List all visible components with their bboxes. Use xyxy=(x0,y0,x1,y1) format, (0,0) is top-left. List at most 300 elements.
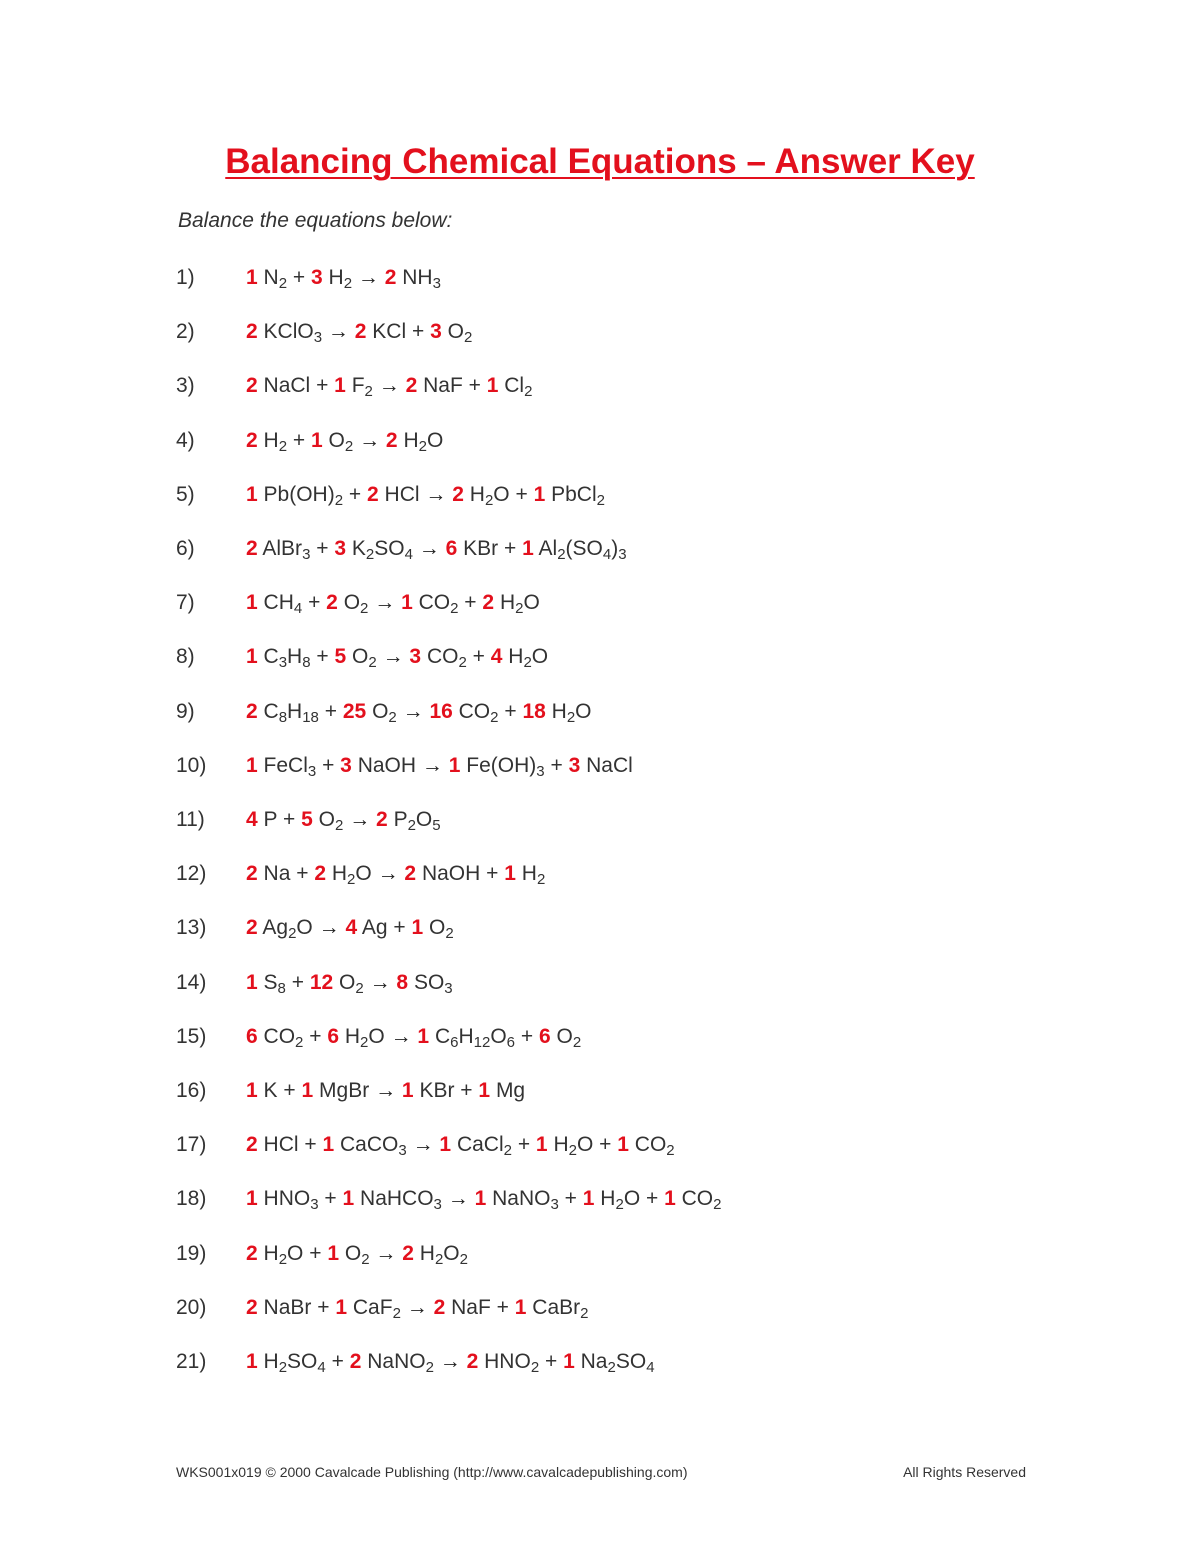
subscript: 3 xyxy=(618,546,627,563)
subscript: 2 xyxy=(713,1196,722,1214)
plus-sign: + xyxy=(515,482,528,506)
coefficient: 2 xyxy=(246,428,258,452)
formula-text: CaBr xyxy=(532,1295,581,1319)
species xyxy=(246,320,323,347)
formula-text: CaF xyxy=(352,1295,393,1319)
plus-sign: + xyxy=(348,482,362,506)
arrow-icon: → xyxy=(418,537,440,560)
subscript: 3 xyxy=(432,275,441,292)
formula-text: H xyxy=(600,1187,616,1211)
coefficient: 3 xyxy=(340,753,352,777)
species xyxy=(246,1024,304,1051)
coefficient: 1 xyxy=(664,1187,676,1211)
subscript: 2 xyxy=(596,491,605,509)
equation-number: 15) xyxy=(176,1024,207,1048)
arrow-icon: → xyxy=(402,699,424,723)
coefficient: 2 xyxy=(376,808,388,831)
coefficient: 1 xyxy=(342,1187,355,1211)
plus-sign: + xyxy=(331,1350,344,1373)
coefficient: 3 xyxy=(430,320,442,344)
plus-sign: + xyxy=(283,808,296,831)
formula-text: O xyxy=(343,591,361,615)
subscript: 5 xyxy=(432,817,441,834)
formula-text: H xyxy=(328,266,344,289)
species xyxy=(406,374,463,397)
species xyxy=(246,1133,299,1156)
formula-text: O xyxy=(368,1024,385,1048)
coefficient: 25 xyxy=(342,699,367,723)
species xyxy=(385,428,444,455)
species xyxy=(434,1296,491,1319)
formula-text: CO xyxy=(418,591,451,615)
species xyxy=(439,1133,512,1160)
formula-text: KCl xyxy=(372,320,407,344)
equation-body xyxy=(246,587,540,619)
formula-text: O xyxy=(493,482,510,506)
species xyxy=(342,1187,442,1214)
species xyxy=(246,1296,311,1319)
coefficient: 1 xyxy=(335,1295,348,1319)
coefficient: 1 xyxy=(478,1079,491,1102)
coefficient: 1 xyxy=(246,1350,258,1373)
plus-sign: + xyxy=(304,1133,317,1157)
plus-sign: + xyxy=(564,1187,577,1211)
coefficient: 2 xyxy=(367,482,379,506)
species xyxy=(246,970,286,997)
arrow-icon: → xyxy=(377,862,399,886)
formula-text: Al xyxy=(538,537,558,560)
arrow-icon: → xyxy=(357,266,379,289)
equation-body xyxy=(246,858,545,890)
subscript: 2 xyxy=(355,979,364,997)
formula-text: O xyxy=(344,1241,362,1265)
species xyxy=(349,1350,434,1376)
coefficient: 2 xyxy=(246,1133,258,1157)
formula-text: H xyxy=(458,1024,474,1048)
species xyxy=(417,1024,515,1051)
coefficient: 2 xyxy=(405,374,418,398)
coefficient: 2 xyxy=(246,374,258,398)
subscript: 2 xyxy=(425,1359,434,1376)
formula-text: CO xyxy=(458,699,491,723)
species xyxy=(246,645,311,672)
formula-text: O xyxy=(372,699,389,723)
equation-row xyxy=(0,1346,1200,1386)
plus-sign: + xyxy=(308,591,321,615)
equation-row xyxy=(0,1075,1200,1115)
equation-body xyxy=(246,641,548,673)
coefficient: 2 xyxy=(433,1295,446,1319)
formula-text: O xyxy=(318,808,335,831)
formula-text: NaBr xyxy=(263,1295,312,1319)
formula-text: CO xyxy=(263,1024,296,1048)
formula-text: O xyxy=(575,699,592,723)
subscript: 2 xyxy=(515,600,524,618)
subscript: 3 xyxy=(536,762,545,780)
formula-text: Cl xyxy=(504,374,525,398)
equation-row xyxy=(0,1183,1200,1223)
plus-sign: + xyxy=(316,645,329,669)
formula-text: (SO xyxy=(565,537,603,560)
formula-text: Ag xyxy=(361,916,388,940)
coefficient: 4 xyxy=(490,645,503,669)
plus-sign: + xyxy=(520,1024,534,1048)
coefficient: 3 xyxy=(334,537,347,560)
coefficient: 1 xyxy=(334,374,346,398)
formula-text: H xyxy=(403,428,419,452)
formula-text: H xyxy=(521,862,537,886)
coefficient: 1 xyxy=(439,1133,452,1157)
coefficient: 1 xyxy=(311,428,323,452)
formula-text: NaF xyxy=(451,1295,491,1319)
formula-text: NH xyxy=(402,266,433,289)
coefficient: 3 xyxy=(409,645,422,669)
species xyxy=(452,482,510,509)
equation-number: 6) xyxy=(176,537,195,560)
formula-text: H xyxy=(508,645,524,669)
formula-text: O xyxy=(623,1187,641,1211)
coefficient: 2 xyxy=(314,862,327,886)
species xyxy=(334,645,377,672)
formula-text: Pb(OH) xyxy=(263,482,335,506)
plus-sign: + xyxy=(393,916,406,940)
plus-sign: + xyxy=(292,428,306,452)
subscript: 2 xyxy=(607,1359,616,1376)
species xyxy=(411,916,454,943)
subscript: 3 xyxy=(444,979,453,997)
subscript: 2 xyxy=(557,546,566,563)
formula-text: ) xyxy=(611,537,619,560)
plus-sign: + xyxy=(292,266,306,289)
formula-text: C xyxy=(434,1024,451,1048)
coefficient: 1 xyxy=(246,645,258,669)
coefficient: 4 xyxy=(246,808,258,831)
coefficient: 2 xyxy=(402,1241,414,1265)
coefficient: 1 xyxy=(327,1241,340,1265)
species xyxy=(538,1024,582,1051)
equation-row xyxy=(0,804,1200,844)
equation-body xyxy=(246,1129,675,1161)
species xyxy=(246,266,288,292)
formula-text: PbCl xyxy=(551,482,597,506)
equation-body xyxy=(246,1346,655,1378)
arrow-icon: → xyxy=(425,482,447,506)
species xyxy=(311,428,354,455)
species xyxy=(246,1079,278,1102)
arrow-icon: → xyxy=(375,1079,397,1102)
subscript: 2 xyxy=(360,1033,369,1051)
species xyxy=(504,862,546,889)
subscript: 4 xyxy=(317,1359,326,1376)
arrow-icon: → xyxy=(318,916,340,940)
subscript: 2 xyxy=(503,1142,512,1160)
coefficient: 1 xyxy=(246,753,258,777)
formula-text: H xyxy=(263,1241,279,1265)
equation-number: 4) xyxy=(176,428,195,452)
plus-sign: + xyxy=(599,1133,612,1157)
coefficient: 2 xyxy=(385,428,398,452)
plus-sign: + xyxy=(464,591,477,615)
instructions: Balance the equations below: xyxy=(178,209,453,232)
formula-text: O xyxy=(339,970,356,994)
coefficient: 1 xyxy=(563,1350,575,1373)
subscript: 2 xyxy=(666,1142,675,1160)
formula-text: O xyxy=(490,1024,507,1048)
formula-text: O xyxy=(328,428,345,452)
formula-text: O xyxy=(443,1241,460,1265)
formula-text: P xyxy=(393,808,408,831)
species xyxy=(486,374,533,401)
subscript: 2 xyxy=(445,925,454,943)
plus-sign: + xyxy=(309,1241,322,1265)
coefficient: 6 xyxy=(445,537,458,560)
species xyxy=(401,591,459,618)
equation-number: 1) xyxy=(176,266,195,289)
equation-row xyxy=(0,316,1200,356)
species xyxy=(446,537,499,560)
formula-text: H xyxy=(499,591,516,615)
subscript: 2 xyxy=(434,1250,444,1268)
coefficient: 1 xyxy=(486,374,499,398)
formula-text: SO xyxy=(374,537,405,560)
arrow-icon: → xyxy=(390,1024,412,1048)
equation-body xyxy=(246,479,605,511)
subscript: 2 xyxy=(458,654,467,672)
subscript: 2 xyxy=(347,871,356,889)
coefficient: 8 xyxy=(396,970,409,994)
formula-text: F xyxy=(351,374,365,398)
equation-body xyxy=(246,804,441,836)
subscript: 2 xyxy=(580,1304,589,1322)
formula-text: N xyxy=(263,266,279,289)
species xyxy=(326,591,369,618)
subscript: 6 xyxy=(506,1033,515,1051)
subscript: 4 xyxy=(293,600,303,618)
subscript: 8 xyxy=(302,654,311,672)
coefficient: 1 xyxy=(617,1133,629,1157)
species xyxy=(535,1133,594,1160)
equation-number: 14) xyxy=(176,970,207,994)
equation-row xyxy=(0,587,1200,627)
plus-sign: + xyxy=(472,645,485,669)
subscript: 2 xyxy=(364,383,373,401)
formula-text: NaOH xyxy=(421,862,481,886)
equation-number: 3) xyxy=(176,374,195,398)
coefficient: 3 xyxy=(311,266,323,289)
subscript: 2 xyxy=(365,546,375,563)
coefficient: 1 xyxy=(411,916,424,940)
equation-number: 8) xyxy=(176,645,195,669)
equation-row xyxy=(0,858,1200,898)
subscript: 2 xyxy=(343,275,353,292)
coefficient: 2 xyxy=(466,1350,479,1373)
coefficient: 1 xyxy=(401,591,413,615)
arrow-icon: → xyxy=(421,753,443,777)
formula-text: Mg xyxy=(495,1079,526,1102)
plus-sign: + xyxy=(517,1133,531,1157)
equation-number: 17) xyxy=(176,1133,207,1157)
plus-sign: + xyxy=(486,862,499,886)
coefficient: 2 xyxy=(246,320,258,344)
formula-text: H xyxy=(553,1133,569,1157)
formula-text: NaHCO xyxy=(360,1187,434,1211)
subscript: 2 xyxy=(418,437,427,455)
species xyxy=(402,1079,455,1102)
subscript: 2 xyxy=(278,1359,288,1376)
formula-text: O xyxy=(556,1024,573,1048)
coefficient: 3 xyxy=(568,753,581,777)
equation-body xyxy=(246,750,633,782)
formula-text: SO xyxy=(287,1350,318,1373)
species xyxy=(334,537,413,563)
subscript: 3 xyxy=(278,654,288,672)
equation-number: 5) xyxy=(176,482,195,506)
equation-number: 11) xyxy=(176,808,205,831)
equation-number: 9) xyxy=(176,699,195,723)
formula-text: O xyxy=(523,591,540,615)
arrow-icon: → xyxy=(406,1295,428,1319)
equation-number: 10) xyxy=(176,753,207,777)
plus-sign: + xyxy=(324,699,338,723)
arrow-icon: → xyxy=(369,970,391,994)
species xyxy=(482,591,540,618)
subscript: 2 xyxy=(490,708,499,726)
species xyxy=(322,1133,407,1160)
subscript: 2 xyxy=(407,817,416,834)
subscript: 2 xyxy=(278,275,288,292)
coefficient: 1 xyxy=(301,1079,314,1102)
subscript: 2 xyxy=(536,871,546,889)
arrow-icon: → xyxy=(412,1133,434,1157)
subscript: 12 xyxy=(473,1033,491,1051)
formula-text: NaOH xyxy=(357,753,417,777)
species xyxy=(396,970,453,997)
coefficient: 1 xyxy=(582,1187,595,1211)
species xyxy=(448,753,545,780)
species xyxy=(335,1295,401,1322)
formula-text: CaCl xyxy=(456,1133,504,1157)
subscript: 2 xyxy=(459,1250,468,1268)
species xyxy=(246,1241,304,1268)
subscript: 3 xyxy=(313,329,323,347)
coefficient: 1 xyxy=(504,862,516,886)
species xyxy=(311,266,353,292)
equation-row xyxy=(0,1238,1200,1278)
species xyxy=(334,374,373,401)
formula-text: H xyxy=(331,862,348,886)
species xyxy=(478,1079,525,1102)
subscript: 3 xyxy=(307,762,317,780)
coefficient: 2 xyxy=(452,482,464,506)
formula-text: AlBr xyxy=(262,537,303,560)
coefficient: 1 xyxy=(246,1079,258,1102)
coefficient: 2 xyxy=(326,591,338,615)
formula-text: C xyxy=(263,699,279,723)
equation-body xyxy=(246,967,453,999)
formula-text: P xyxy=(263,808,278,831)
equation-body xyxy=(246,262,441,294)
equation-body xyxy=(246,425,443,457)
coefficient: 18 xyxy=(522,699,546,723)
subscript: 2 xyxy=(392,1304,401,1322)
equation-row xyxy=(0,696,1200,736)
formula-text: CH xyxy=(263,591,294,615)
coefficient: 6 xyxy=(246,1024,258,1048)
equation-number: 19) xyxy=(176,1241,207,1265)
formula-text: O xyxy=(296,916,313,940)
coefficient: 1 xyxy=(533,482,546,506)
formula-text: O xyxy=(352,645,369,669)
formula-text: NaNO xyxy=(367,1350,426,1373)
species xyxy=(246,808,277,831)
equation-body xyxy=(246,1292,589,1324)
coefficient: 4 xyxy=(345,916,358,940)
coefficient: 1 xyxy=(474,1187,487,1211)
formula-text: HNO xyxy=(263,1187,311,1211)
coefficient: 2 xyxy=(246,916,258,940)
plus-sign: + xyxy=(550,753,563,777)
plus-sign: + xyxy=(460,1079,473,1102)
plus-sign: + xyxy=(316,374,329,398)
formula-text: Na xyxy=(580,1350,608,1373)
formula-text: CaCO xyxy=(340,1133,399,1157)
subscript: 4 xyxy=(646,1359,655,1376)
subscript: 2 xyxy=(368,654,377,672)
equation-row xyxy=(0,967,1200,1007)
equation-body xyxy=(246,1075,525,1107)
subscript: 3 xyxy=(302,546,311,563)
formula-text: S xyxy=(263,970,278,994)
subscript: 2 xyxy=(530,1359,540,1376)
coefficient: 1 xyxy=(246,591,258,615)
plus-sign: + xyxy=(545,1350,558,1373)
arrow-icon: → xyxy=(447,1187,469,1211)
formula-text: O xyxy=(576,1133,594,1157)
formula-text: NaCl xyxy=(263,374,311,398)
coefficient: 2 xyxy=(384,266,397,289)
subscript: 6 xyxy=(450,1033,459,1051)
equation-body xyxy=(246,696,592,728)
plus-sign: + xyxy=(468,374,481,398)
equation-row xyxy=(0,641,1200,681)
equation-row xyxy=(0,1021,1200,1061)
coefficient: 5 xyxy=(334,645,347,669)
species xyxy=(301,808,344,834)
equation-number: 2) xyxy=(176,320,195,344)
coefficient: 1 xyxy=(322,1133,335,1157)
plus-sign: + xyxy=(322,753,335,777)
formula-text: Ag xyxy=(262,916,289,940)
coefficient: 1 xyxy=(417,1024,430,1048)
subscript: 18 xyxy=(302,708,319,726)
coefficient: 2 xyxy=(404,862,417,886)
formula-text: O xyxy=(447,320,464,344)
formula-text: MgBr xyxy=(319,1079,370,1102)
formula-text: HCl xyxy=(384,482,420,506)
plus-sign: + xyxy=(283,1079,296,1102)
subscript: 3 xyxy=(550,1196,559,1214)
species xyxy=(533,482,605,509)
equation-row xyxy=(0,533,1200,573)
arrow-icon: → xyxy=(382,645,404,669)
subscript: 2 xyxy=(335,817,344,834)
subscript: 2 xyxy=(568,1142,577,1160)
footer-copyright: WKS001x019 © 2000 Cavalcade Publishing (http://www.cavalcadepublishing.com) xyxy=(176,1464,688,1480)
arrow-icon: → xyxy=(378,374,400,398)
arrow-icon: → xyxy=(439,1350,461,1373)
species xyxy=(430,320,473,347)
coefficient: 1 xyxy=(401,1079,414,1102)
